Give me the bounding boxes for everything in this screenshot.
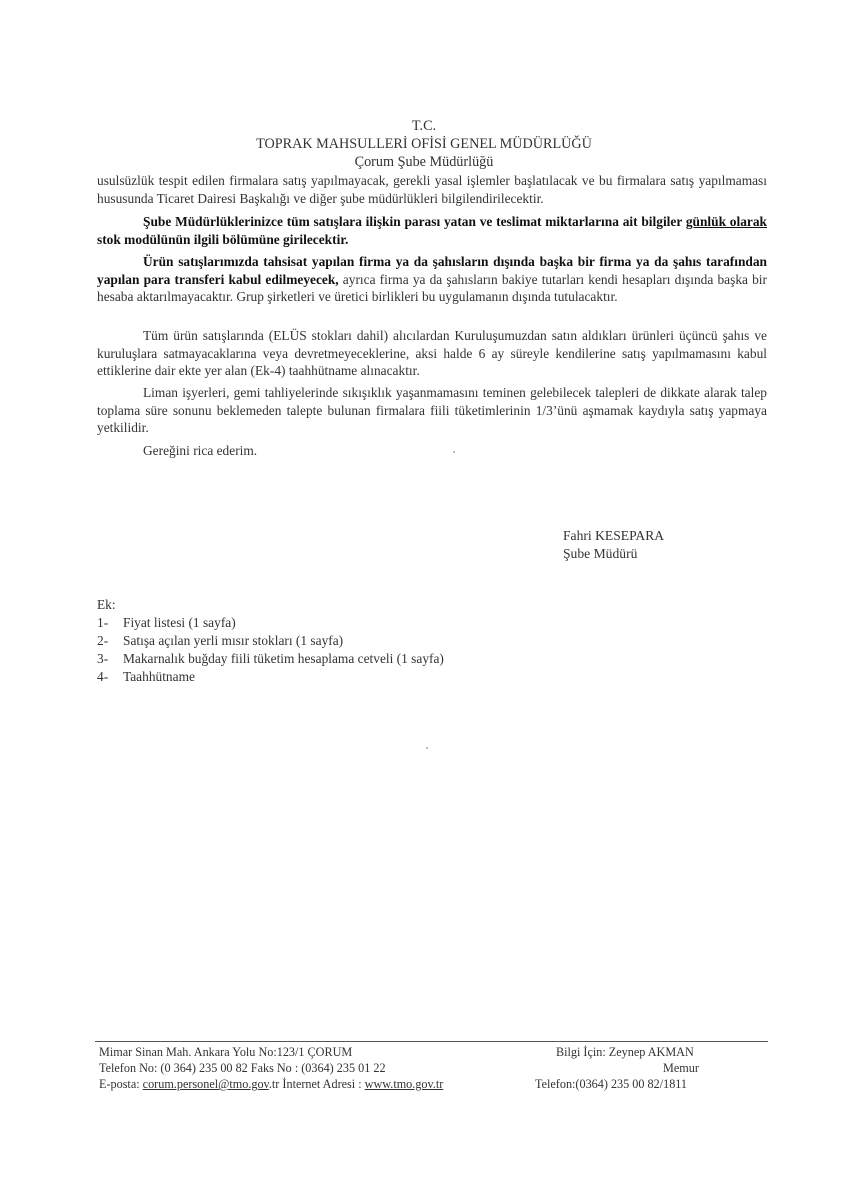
paragraph-3-rest: ayrıca firma ya da şahısların bakiye tutarları kendi hesapları dışında başka bir hesaba aktarılmayacaktır. Grup şirketleri ve üretici birlikleri bu uygulamanın dışında tutulacaktır. xyxy=(97,271,767,304)
paragraph-2-underlined: günlük olarak xyxy=(685,214,767,229)
attachment-text: Taahhütname xyxy=(123,669,195,684)
header-branch: Çorum Şube Müdürlüğü xyxy=(354,154,494,170)
scan-speck xyxy=(426,747,428,749)
footer-email-label: E-posta: xyxy=(99,1077,143,1091)
attachment-number: 4- xyxy=(97,669,109,684)
paragraph-3 xyxy=(97,253,767,306)
attachment-text: Makarnalık buğday fiili tüketim hesaplama cetveli (1 sayfa) xyxy=(123,651,444,666)
paragraph-5: Liman işyerleri, gemi tahliyelerinde sıkışıklık yaşanmamasını teminen gelebilecek talepleri de dikkate alarak talep toplama süre sonunu beklemeden talepte bulunan firmalara fiili tüketimlerinin 1/3’ünü aşmamak kaydıyla satış yapmaya yetkilidir. xyxy=(97,385,767,435)
signature-title: Şube Müdürü xyxy=(563,546,638,561)
attachment-text: Satışa açılan yerli mısır stokları (1 sayfa) xyxy=(123,633,344,648)
footer-divider xyxy=(95,1041,768,1042)
attachment-number: 2- xyxy=(97,633,109,648)
footer-address: Mimar Sinan Mah. Ankara Yolu No:123/1 ÇORUM xyxy=(99,1045,353,1059)
header-tc: T.C. xyxy=(411,118,437,134)
paragraph-1: usulsüzlük tespit edilen firmalara satış yapılmayacak, gerekli yasal işlemler başlatılacak ve bu firmalara satış yapılmaması hususunda Ticaret Dairesi Başkalığı ve diğer şube müdürlükleri bilgilendirilecektir. xyxy=(97,173,767,206)
footer-info-label: Bilgi İçin: Zeynep AKMAN xyxy=(556,1045,694,1059)
footer-web-link[interactable]: www.tmo.gov.tr xyxy=(364,1077,444,1091)
footer-info-phone: Telefon:(0364) 235 00 82/1811 xyxy=(535,1077,688,1091)
attachment-item xyxy=(97,615,236,631)
header-organization: TOPRAK MAHSULLERİ OFİSİ GENEL MÜDÜRLÜĞÜ xyxy=(256,136,592,152)
paragraph-4: Tüm ürün satışlarında (ELÜS stokları dahil) alıcılardan Kuruluşumuzdan satın aldıkları ürünleri üçüncü şahıs ve kuruluşlara satmayacaklarına veya devretmeyeceklerine, aksi halde 6 ay süreyle kendilerine satış yapılmamasını kabul ettiklerine dair ekte yer alan (Ek-4) taahhütname alınacaktır. xyxy=(97,328,767,378)
attachments-heading: Ek: xyxy=(97,597,116,612)
paragraph-2-bold-b: stok modülünün ilgili bölümüne girilecektir. xyxy=(97,231,349,247)
footer-email-web xyxy=(99,1077,443,1092)
attachment-number: 1- xyxy=(97,615,109,630)
footer-phone-fax: Telefon No: (0 364) 235 00 82 Faks No : (0364) 235 01 22 xyxy=(99,1061,386,1075)
paragraph-3-bold: Ürün satışlarımızda tahsisat yapılan firma ya da şahısların dışında başka bir firma ya da şahıs tarafından yapılan para transferi kabul edilmeyecek, xyxy=(97,254,767,287)
scan-speck xyxy=(453,451,455,453)
footer-info-role: Memur xyxy=(663,1061,699,1075)
footer-email-link[interactable]: corum.personel@tmo.gov xyxy=(142,1077,269,1091)
attachment-number: 3- xyxy=(97,651,109,666)
attachment-item xyxy=(97,651,444,667)
footer-email-suffix: .tr İnternet Adresi : xyxy=(268,1077,365,1091)
attachment-item xyxy=(97,669,195,685)
attachment-item xyxy=(97,633,343,649)
signature-name: Fahri KESEPARA xyxy=(563,528,665,543)
paragraph-2 xyxy=(97,213,767,248)
paragraph-2-bold-a: Şube Müdürlüklerinizce tüm satışlara ilişkin parası yatan ve teslimat miktarlarına ait bilgiler xyxy=(143,214,686,229)
paragraph-6: Gereğini rica ederim. xyxy=(143,443,258,458)
attachment-text: Fiyat listesi (1 sayfa) xyxy=(123,615,236,630)
